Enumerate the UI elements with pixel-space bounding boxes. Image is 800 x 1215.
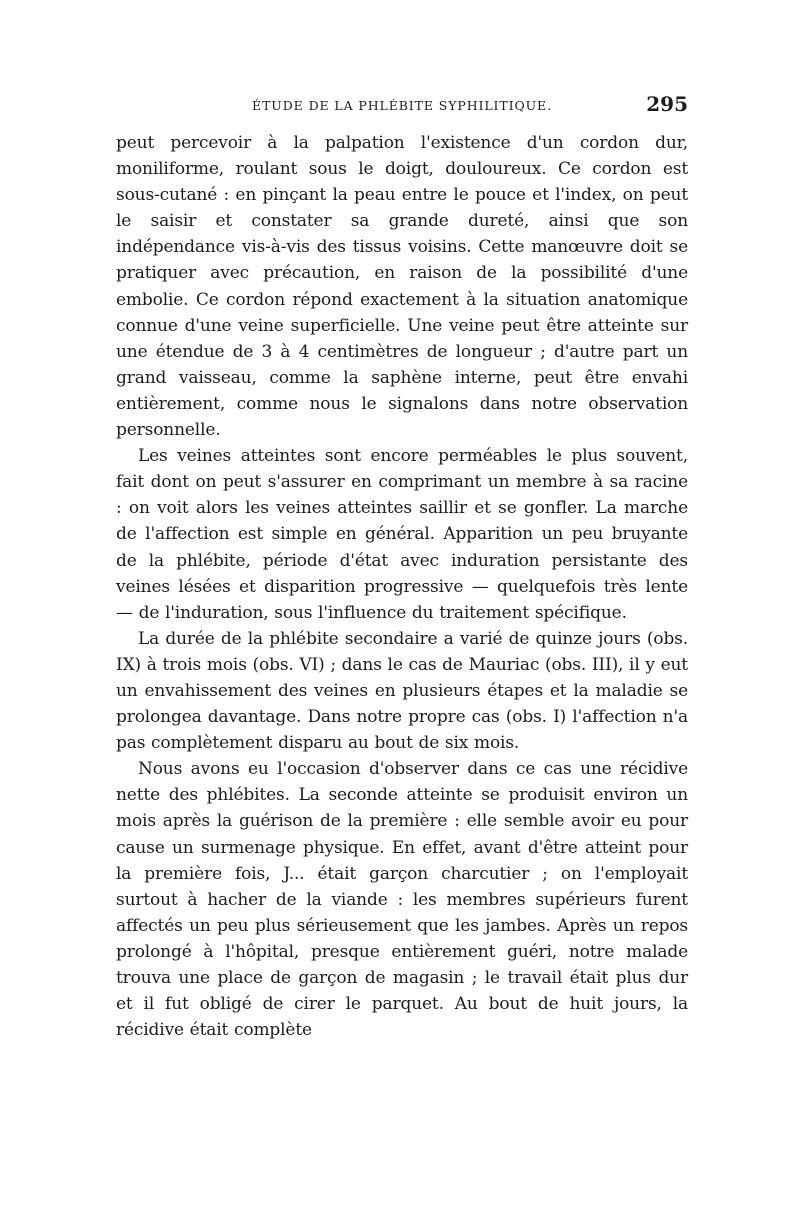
running-title: ÉTUDE DE LA PHLÉBITE SYPHILITIQUE.	[252, 98, 552, 113]
paragraph-continued: peut percevoir à la palpation l'existence d'un cordon dur, moniliforme, roulant sous le doigt, douloureux. Ce cordon est sous-cutané : en pinçant la peau entre le pouce et l'index, on peut le saisir et constater sa grande dureté, ainsi que son indépendance vis-à-vis des tissus voisins. Cette manœuvre doit se pratiquer avec précaution, en raison de la possibilité d'une embolie. Ce cordon répond exactement à la situation anatomique connue d'une veine superficielle. Une veine peut être atteinte sur une étendue de 3 à 4 centimètres de longueur ; d'autre part un grand vaisseau, comme la saphène interne, peut être envahi entièrement, comme nous le signalons dans notre observation personnelle.	[116, 133, 688, 441]
paragraph: Nous avons eu l'occasion d'observer dans ce cas une récidive nette des phlébites. La seconde atteinte se produisit environ un mois après la guérison de la première : elle semble avoir eu pour cause un surmenage physique. En effet, avant d'être atteint pour la première fois, J... était garçon charcutier ; on l'employait surtout à hacher de la viande : les membres supérieurs furent affectés un peu plus sérieusement que les jambes. Après un repos prolongé à l'hôpital, presque entièrement guéri, notre malade trouva une place de garçon de magasin ; le travail était plus dur et il fut obligé de cirer le parquet. Au bout de huit jours, la récidive était complète	[116, 759, 688, 1041]
body-text	[116, 130, 688, 1043]
page-number: 295	[646, 92, 688, 116]
paragraph: Les veines atteintes sont encore perméables le plus souvent, fait dont on peut s'assurer en comprimant un membre à sa racine : on voit alors les veines atteintes saillir et se gonfler. La marche de l'affection est simple en général. Apparition un peu bruyante de la phlébite, période d'état avec induration persistante des veines lésées et disparition progressive — quelquefois très lente — de l'induration, sous l'influence du traitement spécifique.	[116, 446, 688, 623]
paragraph: La durée de la phlébite secondaire a varié de quinze jours (obs. IX) à trois mois (obs. VI) ; dans le cas de Mauriac (obs. III), il y eut un envahissement des veines en plusieurs étapes et la maladie se prolongea davantage. Dans notre propre cas (obs. I) l'affection n'a pas complètement disparu au bout de six mois.	[116, 628, 688, 754]
running-head	[116, 92, 688, 120]
